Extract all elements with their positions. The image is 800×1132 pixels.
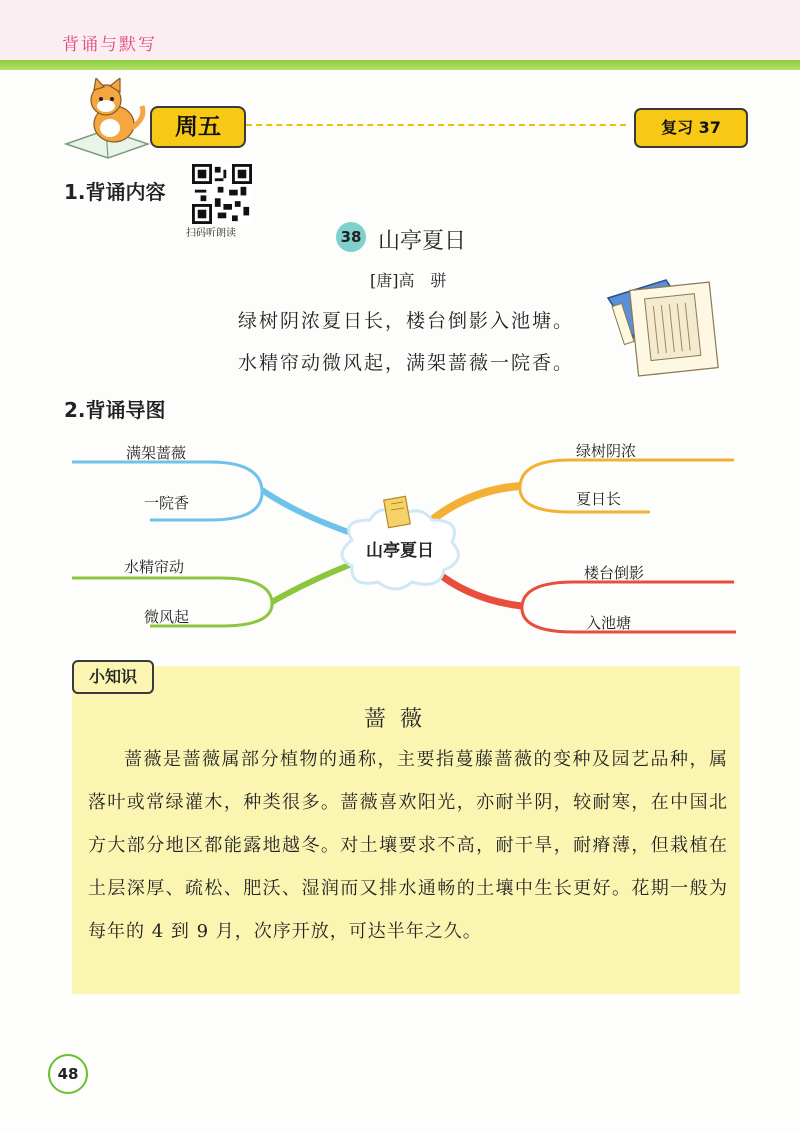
poem-author: [唐]高 骈 <box>370 271 447 290</box>
mindmap-right-top-1: 绿树阴浓 <box>576 442 637 460</box>
page-number: 48 <box>48 1054 88 1094</box>
mindmap-right-bottom-1: 楼台倒影 <box>584 564 645 582</box>
poem-line-1: 绿树阴浓夏日长，楼台倒影入池塘。 <box>238 310 575 332</box>
mindmap-left-bottom-2: 微风起 <box>144 608 190 626</box>
cat-book-illustration <box>62 78 152 160</box>
day-badge: 周五 <box>150 106 246 148</box>
mindmap-center-label: 山亭夏日 <box>366 541 434 561</box>
qr-label: 扫码听朗读 <box>186 228 236 239</box>
scroll-illustration <box>604 270 730 382</box>
poem-title: 山亭夏日 <box>378 229 467 254</box>
poem-line-2: 水精帘动微风起，满架蔷薇一院香。 <box>238 352 575 374</box>
header-stripe <box>0 60 800 70</box>
tip-label: 小知识 <box>72 660 154 694</box>
section-title-recite: 1.背诵内容 <box>64 180 166 204</box>
section-title-mindmap: 2.背诵导图 <box>64 398 166 422</box>
qr-code-icon[interactable] <box>192 164 252 224</box>
dashed-divider <box>246 124 626 126</box>
review-badge: 复习 37 <box>634 108 748 148</box>
mindmap-right-bottom-2: 入池塘 <box>586 614 632 632</box>
mindmap-right-top-2: 夏日长 <box>576 490 622 508</box>
poem-number-badge: 38 <box>336 222 366 252</box>
tip-title: 蔷薇 <box>363 707 436 732</box>
mindmap-left-bottom-1: 水精帘动 <box>124 558 185 576</box>
header-title: 背诵与默写 <box>62 35 157 55</box>
tip-body: 蔷薇是蔷薇属部分植物的通称，主要指蔓藤蔷薇的变种及园艺品种，属落叶或常绿灌木，种类很多。蔷薇喜欢阳光，亦耐半阴，较耐寒，在中国北方大部分地区都能露地越冬。对土壤要求不高，耐干旱，耐瘠薄，但栽植在土层深厚、疏松、肥沃、湿润而又排水通畅的土壤中生长更好。花期一般为每年的 4 到 9 月，次序开放，可达半年之久。 <box>88 749 728 942</box>
mindmap-left-top-2: 一院香 <box>144 494 190 512</box>
mindmap-left-top-1: 满架蔷薇 <box>126 444 187 462</box>
